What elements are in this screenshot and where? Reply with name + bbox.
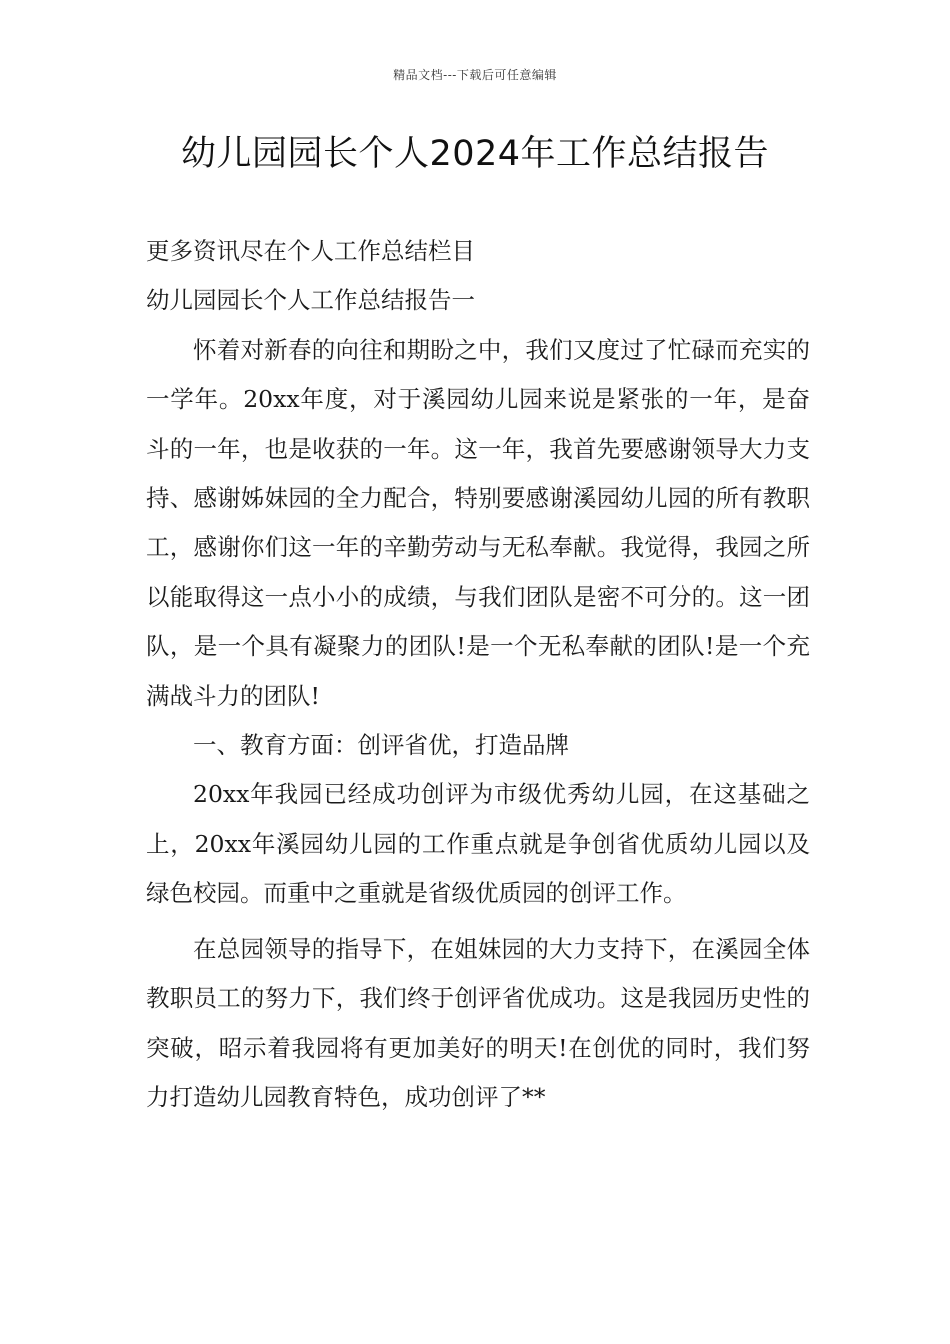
paragraph: 在总园领导的指导下，在姐妹园的大力支持下，在溪园全体教职员工的努力下，我们终于创评省优成功。这是我园历史性的突破，昭示着我园将有更加美好的明天!在创优的同时，我们努力打造幼儿园教育特色，成功创评了**	[146, 934, 810, 1111]
subsection-heading: 一、教育方面：创评省优，打造品牌	[193, 731, 569, 760]
intro-line: 更多资讯尽在个人工作总结栏目	[146, 237, 475, 265]
paragraph: 20xx年我园已经成功创评为市级优秀幼儿园，在这基础之上，20xx年溪园幼儿园的工作重点就是争创省优质幼儿园以及绿色校园。而重中之重就是省级优质园的创评工作。	[146, 780, 810, 908]
document-title: 幼儿园园长个人2024年工作总结报告	[180, 134, 770, 174]
document-body	[146, 227, 810, 1122]
paragraph: 怀着对新春的向往和期盼之中，我们又度过了忙碌而充实的一学年。20xx年度，对于溪园幼儿园来说是紧张的一年，是奋斗的一年，也是收获的一年。这一年，我首先要感谢领导大力支持、感谢姊妹园的全力配合，特别要感谢溪园幼儿园的所有教职工，感谢你们这一年的辛勤劳动与无私奉献。我觉得，我园之所以能取得这一点小小的成绩，与我们团队是密不可分的。这一团队，是一个具有凝聚力的团队!是一个无私奉献的团队!是一个充满战斗力的团队!	[146, 335, 810, 710]
page-header-note: 精品文档---下载后可任意编辑	[393, 68, 557, 82]
section-heading: 幼儿园园长个人工作总结报告一	[146, 286, 475, 315]
